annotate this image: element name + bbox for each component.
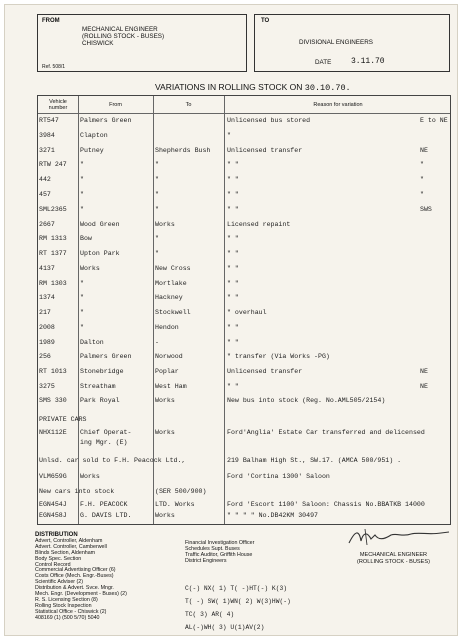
from-cell: ": [80, 161, 84, 168]
reason-cell: Unlicensed bus stored: [227, 117, 311, 124]
vehicle-number: 1989: [39, 339, 55, 346]
reason-cell: New bus into stock (Reg. No.AML505/2154): [227, 397, 386, 404]
header-divider: [38, 113, 450, 114]
from-box: [37, 14, 247, 72]
to-cell: Norwood: [155, 353, 183, 360]
column-header-from: From: [109, 102, 122, 108]
to-cell: Poplar: [155, 368, 179, 375]
district-code-line: T( -) SW( 1)WN( 2) W(3)HW(-): [185, 598, 291, 605]
distribution-item: Distribution & Advert. Svce. Mngr.: [35, 585, 114, 592]
from-cell: ": [80, 324, 84, 331]
from-cell: Works: [80, 473, 100, 480]
from-line: (ROLLING STOCK - BUSES): [82, 33, 165, 40]
from-cell: ": [80, 176, 84, 183]
to-cell: -: [155, 339, 159, 346]
code-cell: ": [420, 176, 424, 183]
to-cell: Mortlake: [155, 280, 187, 287]
from-cell: Upton Park: [80, 250, 120, 257]
vehicle-number: 3984: [39, 132, 55, 139]
vehicle-number: SMS 330: [39, 397, 67, 404]
from-line: MECHANICAL ENGINEER: [82, 26, 158, 33]
vehicle-number: RT 1377: [39, 250, 67, 257]
column-header-to: To: [185, 102, 192, 108]
from-cell: Palmers Green: [80, 117, 132, 124]
distribution-item: Advert. Controller, Camberwell: [35, 543, 107, 550]
financial-item: District Engineers: [185, 557, 227, 564]
vehicle-number: New cars into stock: [39, 488, 115, 495]
reason-cell: Licensed repaint: [227, 221, 291, 228]
column-header-reason: Reason for variation: [313, 102, 363, 108]
code-cell: ": [420, 191, 424, 198]
reason-cell: ": [227, 132, 231, 139]
to-cell: Hackney: [155, 294, 183, 301]
financial-list: [185, 541, 254, 565]
date-label: DATE: [315, 59, 332, 66]
from-cell: Bow: [80, 235, 92, 242]
handwritten-signature: [345, 525, 455, 549]
from-cell: ": [80, 206, 84, 213]
to-cell: (SER 500/900): [155, 488, 207, 495]
from-cell: F.H. PEACOCK: [80, 501, 128, 508]
vehicle-number: 3271: [39, 147, 55, 154]
from-cell: ": [80, 191, 84, 198]
from-cell: Clapton: [80, 132, 108, 139]
reason-cell: " ": [227, 206, 239, 213]
vehicle-number: EGN454J: [39, 501, 67, 508]
reason-cell: " ": [227, 324, 239, 331]
to-cell: Works: [155, 397, 175, 404]
financial-item: Financial Investigation Officer: [185, 540, 255, 546]
distribution-item: Costs Office (Mech. Engr.-Buses): [35, 573, 114, 580]
vehicle-number: EGN458J: [39, 512, 67, 519]
vehicle-number: SML2365: [39, 206, 67, 213]
distribution-item: Mech. Engr. (Development - Buses) (2): [35, 591, 127, 598]
to-cell: Works: [155, 512, 175, 519]
reason-cell: " ": [227, 339, 239, 346]
distribution-item: Control Record: [35, 561, 71, 568]
recipient: DIVISIONAL ENGINEERS: [299, 39, 373, 46]
from-cell: Wood Green: [80, 221, 120, 228]
distribution-item: Statistical Office - Chiswick (2): [35, 608, 107, 615]
distribution-heading: DISTRIBUTION: [35, 532, 78, 538]
district-code-line: C(-) NX( 1) T( -)HT(-) K(3): [185, 585, 288, 592]
vehicle-number: RT547: [39, 117, 59, 124]
reason-cell: " " " " No.DB42KM 30497: [227, 512, 319, 519]
vehicle-number: VLM659G: [39, 473, 67, 480]
from-cell: Putney: [80, 147, 104, 154]
to-cell: ": [155, 161, 159, 168]
title-date: 30.10.70.: [304, 83, 351, 93]
reason-cell: " ": [227, 235, 239, 242]
code-cell: NE: [420, 147, 428, 154]
from-line: CHISWICK: [82, 40, 114, 47]
distribution-item: Body Spec. Section: [35, 555, 82, 562]
to-cell: Stockwell: [155, 309, 191, 316]
document-title: [155, 82, 351, 93]
distribution-item: Rolling Stock Inspection: [35, 602, 92, 609]
reason-cell: " ": [227, 161, 239, 168]
from-cell: Dalton: [80, 339, 104, 346]
from-cell: G. DAVIS LTD.: [80, 512, 132, 519]
to-cell: ": [155, 206, 159, 213]
to-cell: ": [155, 191, 159, 198]
vehicle-number: 457: [39, 191, 51, 198]
column-divider: [224, 96, 225, 524]
vehicle-number: RT 1013: [39, 368, 67, 375]
reference-number: Ref. 508/1: [42, 64, 66, 70]
financial-item: Schedules Supt. Buses: [185, 545, 240, 552]
reason-cell: " transfer (Via Works -PG): [227, 353, 330, 360]
code-cell: NE: [420, 368, 428, 375]
to-cell: New Cross: [155, 265, 191, 272]
to-cell: ": [155, 235, 159, 242]
to-cell: Hendon: [155, 324, 179, 331]
vehicle-number: 442: [39, 176, 51, 183]
to-label: TO: [261, 18, 270, 24]
to-cell: LTD. Works: [155, 501, 195, 508]
from-cell: Palmers Green: [80, 353, 132, 360]
reason-cell: " overhaul: [227, 309, 267, 316]
vehicle-number: PRIVATE CARS: [39, 416, 87, 423]
from-cell: Chief Operat-: [80, 429, 132, 436]
from-cell: Park Royal: [80, 397, 120, 404]
code-cell: E to NE: [420, 117, 448, 124]
code-cell: SWS: [420, 206, 432, 213]
signatory-title: MECHANICAL ENGINEER (ROLLING STOCK - BUSES): [357, 552, 430, 565]
financial-item: Traffic Auditor, Griffith House: [185, 551, 253, 558]
reason-cell: " ": [227, 383, 239, 390]
to-box: [254, 14, 450, 72]
distribution-item: 408169 (1) (500 5/70) 5040: [35, 614, 100, 621]
document-page: [4, 4, 458, 636]
code-cell: ": [420, 161, 424, 168]
vehicle-number: 217: [39, 309, 51, 316]
from-cell: ": [80, 280, 84, 287]
distribution-item: Scientific Adviser (2): [35, 579, 83, 586]
district-code-line: AL(-)WH( 3) U(1)AV(2): [185, 624, 265, 631]
reason-cell: 219 Balham High St., SW.17. (AMCA 500/951) .: [227, 457, 402, 464]
reason-cell: Ford 'Cortina 1300' Saloon: [227, 473, 330, 480]
distribution-list: [35, 533, 127, 622]
code-cell: NE: [420, 383, 428, 390]
from-cell: ing Mgr. (E): [80, 439, 128, 446]
to-cell: Works: [155, 429, 175, 436]
reason-cell: " ": [227, 280, 239, 287]
to-cell: Works: [155, 221, 175, 228]
vehicle-number: NHX112E: [39, 429, 67, 436]
vehicle-number: 1374: [39, 294, 55, 301]
title-text: VARIATIONS IN ROLLING STOCK ON: [155, 82, 303, 92]
from-label: FROM: [42, 18, 60, 24]
reason-cell: Ford 'Escort 1100' Saloon: Chassis No.BBATKB 14000: [227, 501, 425, 508]
reason-cell: Unlicensed transfer: [227, 147, 303, 154]
to-cell: ": [155, 176, 159, 183]
from-cell: ": [80, 294, 84, 301]
from-cell: Streatham: [80, 383, 116, 390]
to-cell: West Ham: [155, 383, 187, 390]
column-header-vehicle: Vehicle number: [48, 99, 68, 111]
from-cell: Works: [80, 265, 100, 272]
distribution-item: Advert, Controller, Aldenham: [35, 537, 103, 544]
district-code-line: TC( 3) AR( 4): [185, 611, 235, 618]
distribution-item: R. S. Licensing Section (8): [35, 596, 98, 603]
reason-cell: Ford'Anglia' Estate Car transferred and delicensed: [227, 429, 425, 436]
vehicle-number: 2667: [39, 221, 55, 228]
date-value: 3.11.70: [351, 57, 385, 66]
reason-cell: " ": [227, 265, 239, 272]
reason-cell: " ": [227, 250, 239, 257]
vehicle-number: 4137: [39, 265, 55, 272]
vehicle-number: 2008: [39, 324, 55, 331]
vehicle-number: RM 1313: [39, 235, 67, 242]
to-cell: ": [155, 250, 159, 257]
vehicle-number: Unlsd. car sold to F.H. Peacock Ltd.,: [39, 457, 186, 464]
vehicle-number: RTW 247: [39, 161, 67, 168]
distribution-item: Commercial Advertising Officer (6): [35, 567, 116, 574]
vehicle-number: 256: [39, 353, 51, 360]
reason-cell: " ": [227, 176, 239, 183]
from-cell: ": [80, 309, 84, 316]
vehicle-number: RM 1303: [39, 280, 67, 287]
distribution-item: Blinds Section, Aldenham: [35, 549, 96, 556]
reason-cell: " ": [227, 294, 239, 301]
reason-cell: " ": [227, 191, 239, 198]
reason-cell: Unlicensed transfer: [227, 368, 303, 375]
district-codes: [185, 582, 291, 634]
vehicle-number: 3275: [39, 383, 55, 390]
to-cell: Shepherds Bush: [155, 147, 211, 154]
from-cell: Stonebridge: [80, 368, 124, 375]
